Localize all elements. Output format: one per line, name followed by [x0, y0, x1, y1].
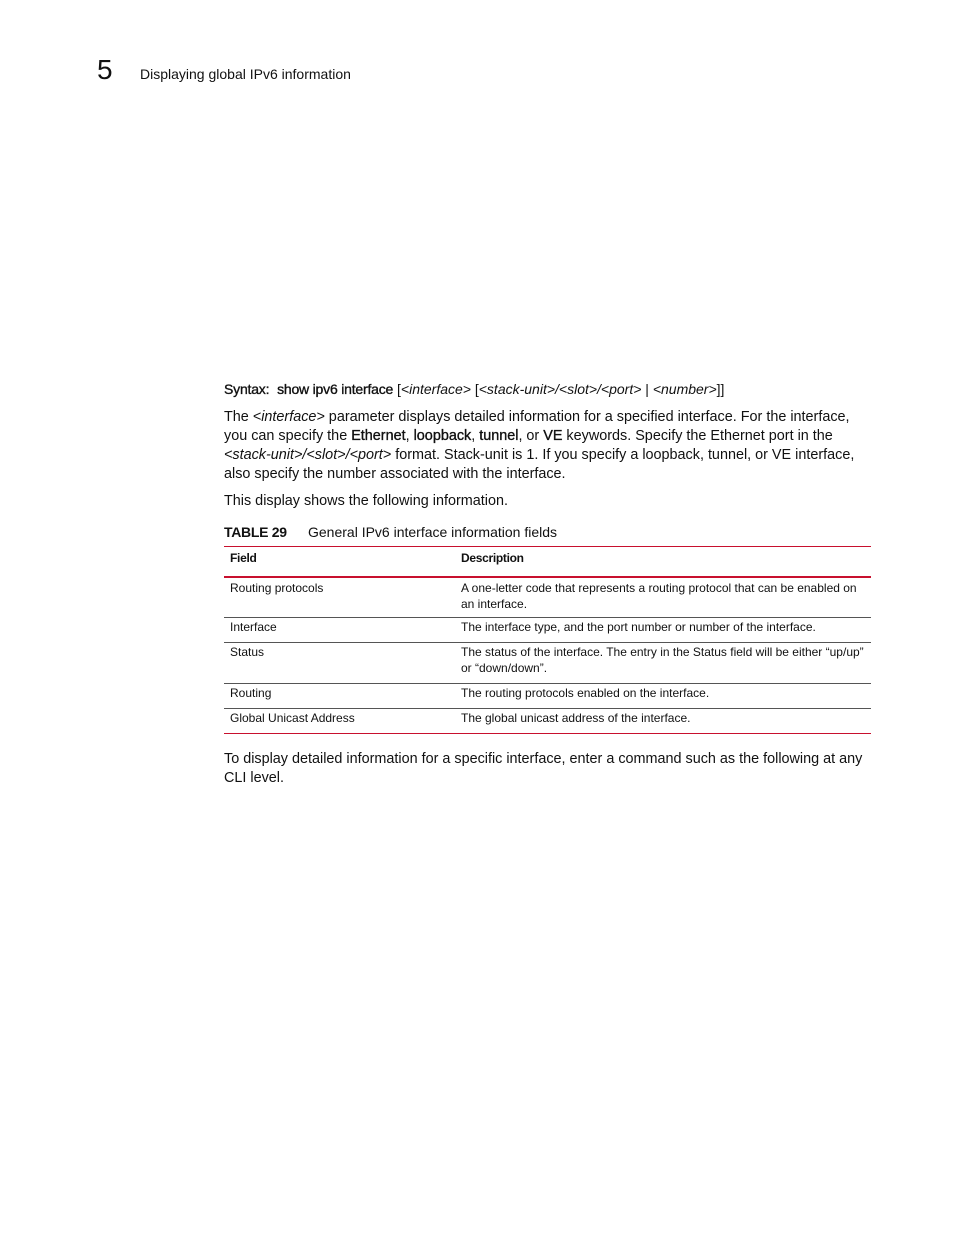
para1-text-4: , [471, 428, 480, 444]
description-cell: The routing protocols enabled on the interface. [455, 684, 871, 709]
field-cell: Interface [224, 618, 455, 643]
description-cell: The status of the interface. The entry in the Status field will be either “up/up” or “down/down”. [455, 643, 871, 684]
section-title: Displaying global IPv6 information [140, 66, 351, 82]
syntax-bracket-open-1: [ [393, 381, 401, 397]
syntax-command: show ipv6 interface [277, 381, 394, 397]
para1-text-7: format. Stack-unit is 1. If you specify a loopback, tunnel, or VE interface, also specify the number associated with the interface. [224, 447, 855, 482]
syntax-line [224, 380, 724, 399]
table-row [224, 643, 871, 684]
field-cell: Routing [224, 684, 455, 709]
para1-text-3: , [405, 428, 414, 444]
table-caption [224, 523, 558, 542]
display-intro-paragraph: This display shows the following information. [224, 493, 508, 509]
syntax-bracket-close: ]] [716, 381, 725, 397]
para1-text-6: keywords. Specify the Ethernet port in the [562, 428, 833, 444]
para1-param: <interface> [252, 409, 325, 425]
ipv6-interface-fields-table [224, 546, 871, 734]
table-label: TABLE 29 [224, 524, 287, 540]
field-cell: Routing protocols [230, 580, 324, 595]
para1-text-2: parameter displays detailed information for a specified interface. For the interface, you can specify the [224, 409, 850, 444]
para1-text-1: The [224, 409, 253, 425]
table-row [224, 577, 871, 618]
description-cell: The global unicast address of the interface. [455, 709, 871, 734]
keyword-loopback: loopback [413, 428, 472, 444]
keyword-tunnel: tunnel [479, 428, 519, 444]
header-description: Description [455, 547, 871, 577]
syntax-label: Syntax: [224, 381, 270, 397]
syntax-arg-path: <stack-unit>/<slot>/<port> [478, 381, 642, 397]
description-cell: The interface type, and the port number or number of the interface. [455, 618, 871, 643]
keyword-ve: VE [543, 428, 563, 444]
syntax-pipe: | [641, 381, 653, 397]
syntax-arg-interface: <interface> [400, 381, 471, 397]
header-field: Field [224, 547, 455, 577]
cli-instruction-paragraph: To display detailed information for a specific interface, enter a command such as the following at any CLI level. [224, 751, 863, 786]
field-cell: Global Unicast Address [224, 709, 455, 734]
table-row [224, 709, 871, 734]
table-header-row [224, 547, 871, 577]
table-row [224, 684, 871, 709]
interface-parameter-paragraph [224, 408, 872, 484]
keyword-ethernet: Ethernet [351, 428, 406, 444]
para1-path: <stack-unit>/<slot>/<port> [224, 447, 392, 463]
chapter-number: 5 [97, 54, 113, 85]
table-row [224, 618, 871, 643]
syntax-arg-number: <number> [652, 381, 717, 397]
syntax-bracket-open-2: [ [470, 381, 479, 397]
para1-text-5: , or [518, 428, 544, 444]
field-cell: Status [224, 643, 455, 684]
description-cell: A one-letter code that represents a routing protocol that can be enabled on an interface. [461, 580, 857, 611]
table-title: General IPv6 interface information fields [308, 524, 558, 540]
